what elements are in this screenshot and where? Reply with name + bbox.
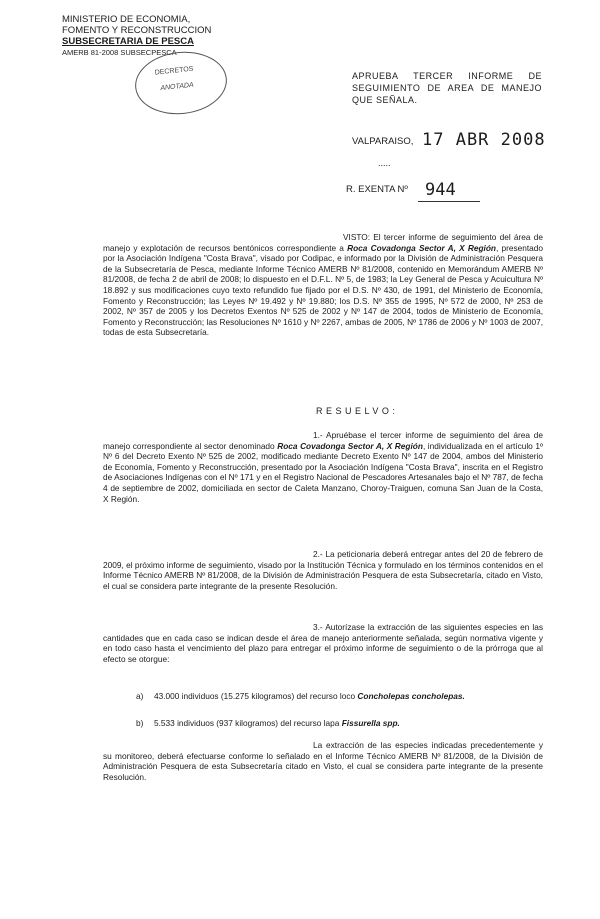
item-a-text: 43.000 individuos (15.275 kilogramos) del recurso loco: [154, 691, 358, 701]
document-subject: APRUEBA TERCER INFORME DE SEGUIMIENTO DE AREA DE MANEJO QUE SEÑALA.: [352, 71, 542, 105]
header-line-fomento: FOMENTO Y RECONSTRUCCION: [62, 25, 212, 36]
resolution-paragraph-4: La extracción de las especies indicadas precedentemente y su monitoreo, deberá efectuarse conforme lo señalado en el Informe Técnico AMERB Nº 81/2008, de la División de Administración Pesquera de esta Subsecretaría citado en Visto, el cual se considera parte integrante de la presente Resolución.: [103, 740, 543, 782]
exenta-number: 944: [425, 180, 456, 200]
exenta-label: R. EXENTA Nº: [346, 184, 408, 195]
header-line-reference: AMERB 81-2008 SUBSECPESCA: [62, 48, 177, 57]
number-underline: [418, 201, 480, 202]
item-a-species: Concholepas concholepas.: [357, 691, 465, 701]
visto-paragraph: [103, 232, 543, 338]
p1-text-2: , individualizada en el artículo 1º Nº 6 del Decreto Exento Nº 525 de 2002, modificado mediante Decreto Exento Nº 147 de 2004, ambos del Ministerio de Economía, Fomento y Reconstrucción, presentado por la Asociación Indígena "Costa Brava", inscrita en el Registro de Asociaciones Indígenas con el Nº 171 y en el Registro Nacional de Pescadores Artesanales bajo el Nº 787, de fecha 4 de septiembre de 2002, domiciliada en sector de Caleta Manzano, Choroy-Traiguen, comuna San Juan de la Costa, X Región.: [103, 440, 543, 504]
dotted-separator: .....: [378, 158, 391, 168]
p1-area-name: Roca Covadonga Sector A, X Región: [277, 440, 423, 451]
stamp-line-2: ANOTADA: [160, 81, 194, 93]
ministry-header: [62, 14, 272, 58]
visto-text-1: VISTO: El tercer informe de seguimiento del área de manejo y explotación de recursos bentónicos correspondiente a: [103, 232, 543, 253]
item-b-text: 5.533 individuos (937 kilogramos) del recurso lapa: [154, 718, 342, 728]
resolution-paragraph-3: 3.- Autorízase la extracción de las siguientes especies en las cantidades que en cada caso se indican desde el área de manejo anteriormente señalada, según normativa vigente y en todo caso hasta el vencimiento del plazo para entregar el próximo informe de seguimiento o de la prórroga que al efecto se otorgue:: [103, 622, 543, 664]
item-b-species: Fissurella spp.: [341, 718, 400, 728]
species-item-b: [136, 718, 400, 728]
office-stamp: [132, 47, 230, 118]
visto-text-2: , presentado por la Asociación Indígena "Costa Brava", visado por Codipac, e informado por la División de Administración Pesquera de la Subsecretaría de Pesca, mediante Informe Técnico AMERB Nº 81/2008, contenido en Memorándum AMERB Nº 81/2008, de fecha 2 de abril de 2008; lo dispuesto en el D.F.L. Nº 5, de 1983; la Ley General de Pesca y Acuicultura Nº 18.892 y sus modificaciones cuyo texto refundido fue fijado por el D.S. Nº 430, de 1991, del Ministerio de Economía, Fomento y Reconstrucción; las Leyes Nº 19.492 y Nº 19.880; los D.S. Nº 355 de 1995, Nº 572 de 2000, Nº 253 de 2002, Nº 357 de 2005 y los Decretos Exentos Nº 525 de 2002 y Nº 147 de 2004, todos de Ministerio de Economía, Fomento y Reconstrucción; las Resoluciones Nº 1610 y Nº 2267, ambas de 2005, Nº 1786 de 2006 y Nº 1003 de 2007, todas de esta Subsecretaría.: [103, 242, 543, 338]
item-b-letter: b): [136, 718, 144, 728]
header-line-subsecretaria: SUBSECRETARIA DE PESCA: [62, 36, 194, 47]
place-label: VALPARAISO,: [352, 136, 414, 147]
header-line-ministry: MINISTERIO DE ECONOMIA,: [62, 14, 191, 25]
visto-area-name: Roca Covadonga Sector A, X Región: [347, 242, 496, 253]
resuelvo-heading: RESUELVO:: [316, 406, 399, 416]
date-stamp: 17 ABR 2008: [422, 130, 546, 150]
resolution-paragraph-2: 2.- La peticionaria deberá entregar antes del 20 de febrero de 2009, el próximo informe de seguimiento, visado por la Institución Técnica y formulado en los términos contenidos en el Informe Técnico AMERB Nº 81/2008, de la División de Administración Pesquera de esta Subsecretaría, citado en Visto, el cual se considera parte integrante de la presente Resolución.: [103, 549, 543, 591]
resolution-paragraph-1: [103, 430, 543, 504]
p1-text-1: 1.- Apruébase el tercer informe de seguimiento del área de manejo correspondiente al sector denominado: [103, 430, 543, 451]
item-a-letter: a): [136, 691, 144, 701]
species-item-a: [136, 691, 465, 701]
stamp-line-1: DECRETOS: [154, 65, 194, 77]
